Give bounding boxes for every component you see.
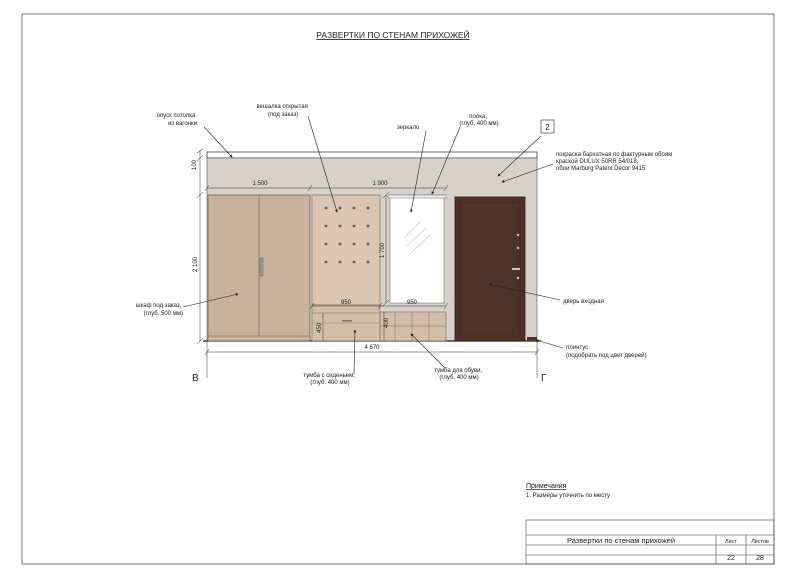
stamp-sheet-number: 22: [727, 555, 735, 562]
stamp-title: Развертки по стенам прихожей: [566, 536, 676, 545]
label-entrance-door: дверь входная: [563, 299, 604, 305]
label-skirting: плинтус (подобрать под цвет дверей): [566, 345, 647, 359]
note-item: 1. Размеры уточнить по месту: [526, 493, 611, 499]
stamp-sheet-label: Лист: [725, 539, 737, 545]
notes-heading: Примечания: [526, 483, 567, 490]
mirror: [388, 195, 446, 303]
label-ceiling-drop: опуск потолка из вагонки: [156, 113, 197, 127]
dim-950-right: 950: [406, 300, 418, 306]
label-shoe-cabinet: тумба для обуви, (глуб. 400 мм): [434, 368, 483, 381]
dim-450: 450: [317, 322, 323, 333]
dim-1700: 1 700: [380, 242, 386, 258]
label-open-hanger: вешалка открытая (под заказ): [256, 104, 308, 118]
open-hanger: [312, 195, 380, 305]
dim-1900: 1 900: [372, 181, 388, 187]
stamp-sheets-total: 28: [756, 555, 764, 562]
label-bench-cabinet: тумба с сиденьем, (глуб. 400 мм): [303, 373, 355, 386]
label-wall-finish: покраска бархатная по фактурным обоям краской DULUX 50RR 54/018, обои Marburg Patent Decor 9415: [556, 152, 673, 172]
dim-950-left: 950: [340, 300, 352, 306]
label-wardrobe: шкаф под заказ, (глуб. 500 мм): [135, 303, 183, 317]
skirting: [527, 337, 537, 341]
dim-400: 400: [384, 317, 390, 328]
callout-number: 2: [545, 123, 550, 132]
ceiling-drop: [207, 152, 537, 158]
shelf: [388, 195, 446, 198]
wardrobe: [208, 195, 310, 341]
axis-left: В: [192, 373, 199, 384]
dim-2100: 2 100: [193, 256, 199, 272]
door-handle: [512, 268, 520, 270]
sheet-title: РАЗВЕРТКИ ПО СТЕНАМ ПРИХОЖЕЙ: [316, 30, 470, 40]
label-mirror: зеркало: [397, 125, 420, 131]
wardrobe-handle: [260, 258, 263, 276]
dim-4670: 4 670: [364, 345, 380, 351]
dim-100: 100: [192, 159, 198, 170]
axis-right: Г: [541, 373, 547, 384]
label-shelf: полка, (глуб. 400 мм): [459, 114, 499, 127]
dim-1500: 1 500: [252, 181, 268, 187]
entrance-door: [455, 197, 525, 341]
stamp-sheets-label: Листов: [751, 539, 769, 545]
